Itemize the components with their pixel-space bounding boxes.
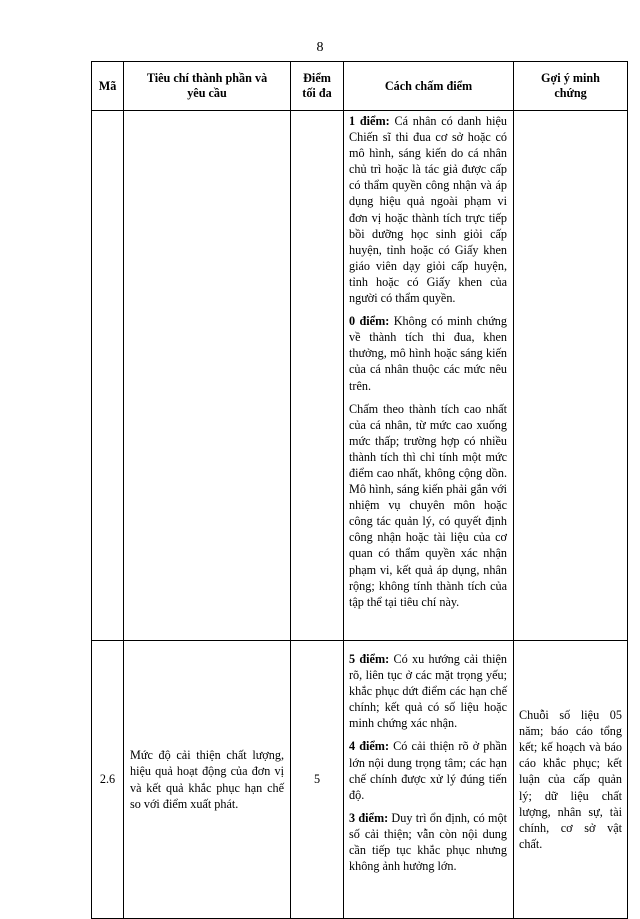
table-header-row xyxy=(92,62,628,111)
header-criterion: Tiêu chí thành phần và yêu cầu xyxy=(124,62,291,111)
row2-max-score: 5 xyxy=(291,641,344,919)
scoring-note: Chấm theo thành tích cao nhất của cá nhân, từ mức cao xuống mức thấp; trường hợp có nhiều thành tích thì chỉ tính một mức điểm cao nhất, không cộng dồn. Mô hình, sáng kiến phải gắn với nhiệm vụ chuyên môn hoặc công tác quản lý, có quyết định công nhận hoặc tài liệu của cơ quan có thẩm quyền xác nhận phạm vi, kết quả áp dụng, nhân rộng; không tính thành tích của tập thể tại tiêu chí này. xyxy=(349,401,507,609)
scoring-block: 4 điểm: Có cải thiện rõ ở phần lớn nội dung trọng tâm; các hạn chế chính được xử lý đúng tiến độ. xyxy=(349,739,507,802)
header-scoring: Cách chấm điểm xyxy=(344,62,514,111)
scoring-block: 0 điểm: Không có minh chứng về thành tích thi đua, khen thưởng, mô hình hoặc sáng kiến của cá nhân thuộc các mức nêu trên. xyxy=(349,314,507,393)
scoring-block: 5 điểm: Có xu hướng cải thiện rõ, liên tục ở các mặt trọng yếu; khắc phục dứt điểm các hạn chế chính; kết quả có số liệu hoặc minh chứng xác nhận. xyxy=(349,652,507,731)
row1-code xyxy=(92,111,124,641)
header-evidence: Gợi ý minh chứng xyxy=(514,62,628,111)
row2-criterion: Mức độ cải thiện chất lượng, hiệu quả hoạt động của đơn vị và kết quả khắc phục hạn chế so với điểm xuất phát. xyxy=(124,641,291,919)
table-row xyxy=(92,111,628,641)
header-max-score: Điểm tối đa xyxy=(291,62,344,111)
scoring-block: 3 điểm: Duy trì ổn định, có một số cải thiện; vẫn còn nội dung cần tiếp tục khắc phục nhưng không ảnh hưởng lớn. xyxy=(349,810,507,874)
row1-max-score xyxy=(291,111,344,641)
table-row xyxy=(92,641,628,919)
row2-scoring xyxy=(344,641,514,919)
scoring-block: 1 điểm: Cá nhân có danh hiệu Chiến sĩ thi đua cơ sở hoặc có mô hình, sáng kiến do cá nhân chủ trì hoặc là tác giả được cấp có thẩm quyền công nhận và áp dụng hiệu quả ngoài phạm vi đơn vị hoặc thành tích trực tiếp bồi dưỡng học sinh giỏi cấp huyện, tỉnh hoặc có Giấy khen giáo viên dạy giỏi cấp huyện, tỉnh hoặc có Giấy khen của người có thẩm quyền. xyxy=(349,114,507,306)
row1-scoring xyxy=(344,111,514,641)
header-code: Mã xyxy=(92,62,124,111)
row2-evidence: Chuỗi số liệu 05 năm; báo cáo tổng kết; kế hoạch và báo cáo khắc phục; kết luận của cấp quản lý; dữ liệu chất lượng, nhân sự, tài chính, cơ sở vật chất. xyxy=(514,641,628,919)
row1-criterion xyxy=(124,111,291,641)
row2-code: 2.6 xyxy=(92,641,124,919)
criteria-table xyxy=(91,61,628,919)
row1-evidence xyxy=(514,111,628,641)
page-number: 8 xyxy=(316,40,324,55)
